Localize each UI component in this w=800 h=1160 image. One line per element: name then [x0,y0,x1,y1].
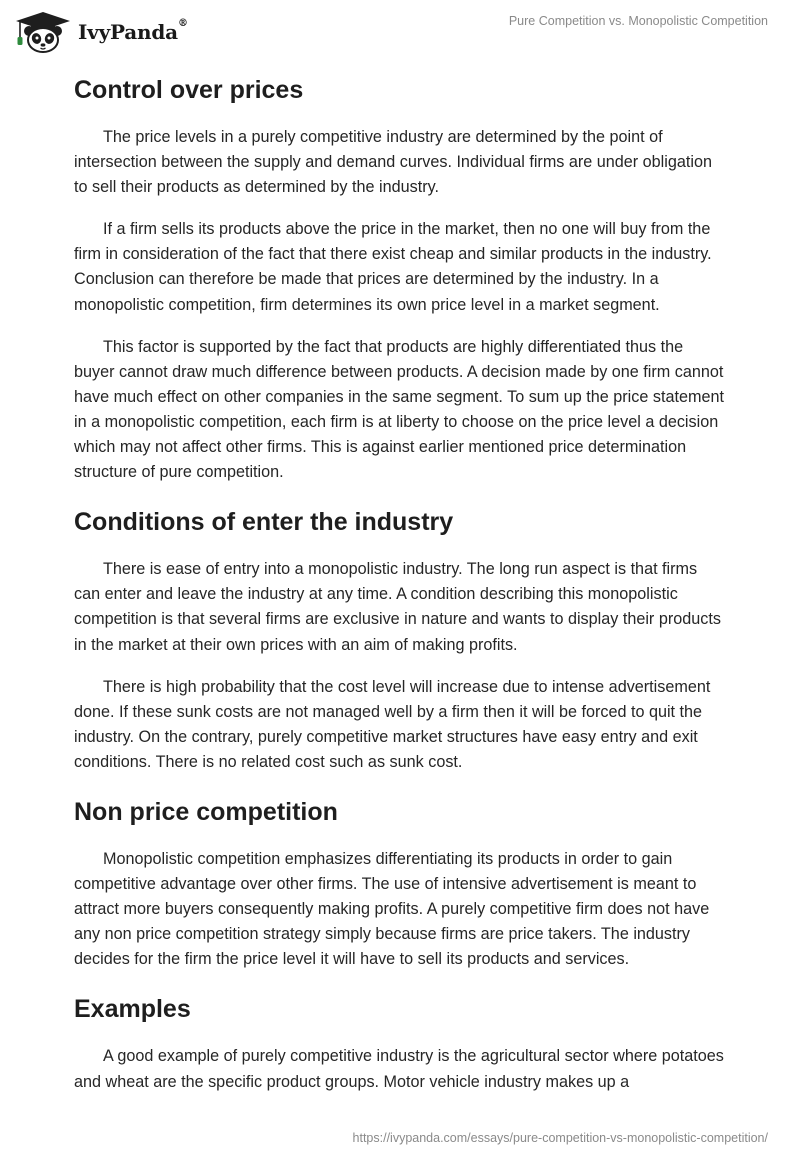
page-header [0,0,800,62]
brand-logo[interactable] [14,8,188,56]
paragraph: This factor is supported by the fact that products are highly differentiated thus the buyer cannot draw much difference between products. A decision made by one firm cannot have much effect on other companies in the same segment. To sum up the price statement in a monopolistic competition, each firm is at liberty to choose on the price level a decision which may not affect other firms. This is against earlier mentioned price determination structure of pure competition. [74,337,724,482]
registered-mark: ® [177,18,188,29]
section-non-price-competition [74,794,726,972]
document-title: Pure Competition vs. Monopolistic Competition [508,14,768,28]
section-heading: Control over prices [74,76,304,104]
paragraph: There is ease of entry into a monopolistic industry. The long run aspect is that firms can enter and leave the industry at any time. A condition describing this monopolistic competition is that several firms are exclusive in nature and wants to display their products in the market at their own prices with an aim of making profits. [74,560,721,654]
paragraph: If a firm sells its products above the price in the market, then no one will buy from the firm in consideration of the fact that there exist cheap and similar products in the industry. Conclusion can therefore be made that prices are determined by the industry. In a monopolistic competition, firm determines its own price level in a market segment. [74,220,712,314]
panda-graduate-icon [14,10,72,54]
article-body [74,70,726,1095]
section-heading: Conditions of enter the industry [74,508,454,537]
paragraph: Monopolistic competition emphasizes differentiating its products in order to gain competitive advantage over other firms. The use of intensive advertisement is meant to attract more buyers consequently making profits. A purely competitive firm does not have any non price competition strategy simply because firms are price takers. The industry decides for the firm the price level it will have to sell its products and services. [74,849,710,969]
section-conditions-of-entry [74,504,726,775]
section-control-over-prices [74,70,726,485]
section-heading: Examples [74,995,191,1024]
source-url[interactable]: https://ivypanda.com/essays/pure-competition-vs-monopolistic-competition/ [352,1131,768,1145]
paragraph: The price levels in a purely competitive industry are determined by the point of intersection between the supply and demand curves. Individual firms are under obligation to sell their products as determined by the industry. [74,128,712,197]
section-heading: Non price competition [74,797,338,826]
brand-name: IvyPanda® [78,18,188,44]
paragraph: There is high probability that the cost level will increase due to intense advertisement done. If these sunk costs are not managed well by a firm then it will be forced to quit the industry. On the contrary, purely competitive market structures have easy entry and exit conditions. There is no related cost such as sunk cost. [74,677,711,771]
section-examples [74,991,726,1094]
paragraph: A good example of purely competitive industry is the agricultural sector where potatoes and wheat are the specific product groups. Motor vehicle industry makes up a [74,1047,724,1091]
